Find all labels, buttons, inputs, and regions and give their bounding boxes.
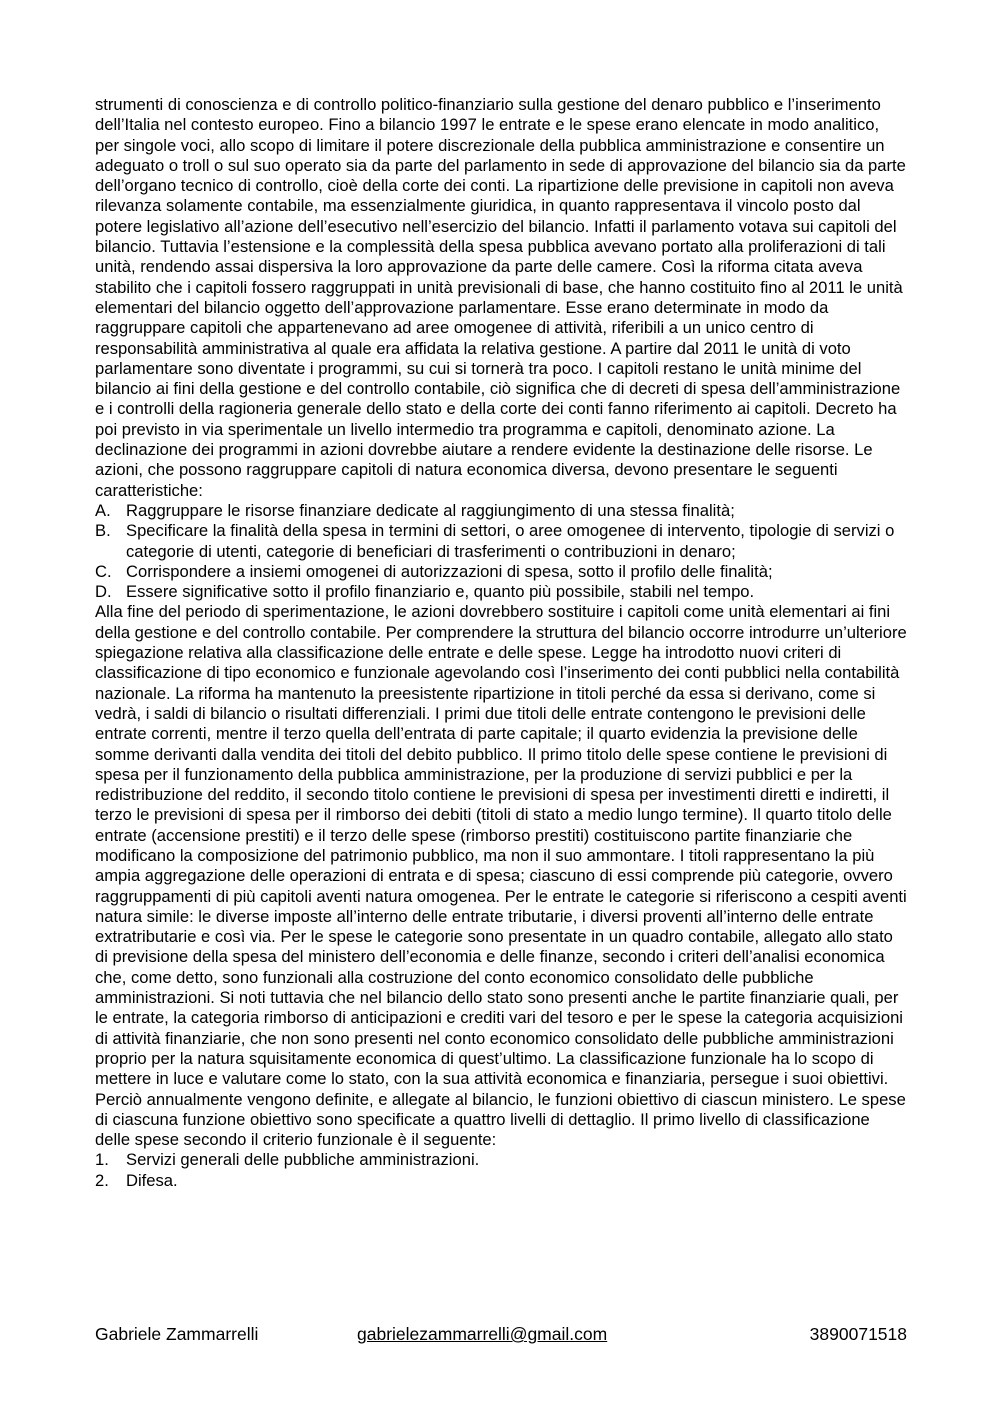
list-marker: C. — [95, 561, 112, 581]
list-item — [95, 521, 907, 562]
list-item-text: Raggruppare le risorse finanziare dedicate al raggiungimento di una stessa finalità; — [126, 500, 735, 520]
list-item — [95, 1150, 907, 1170]
list-item — [95, 582, 907, 602]
list-item-text: Specificare la finalità della spesa in termini di settori, o aree omogenee di intervento, tipologie di servizi o categorie di utenti, categorie di beneficiari di trasferimenti o contribuzioni in denaro; — [126, 521, 895, 561]
list-item-text: Servizi generali delle pubbliche amministrazioni. — [126, 1150, 480, 1170]
list-marker: B. — [95, 521, 111, 541]
footer-email-link[interactable]: gabrielezammarrelli@gmail.com — [357, 1324, 608, 1344]
list-marker: 2. — [95, 1170, 109, 1190]
paragraph: Alla fine del periodo di sperimentazione, le azioni dovrebbero sostituire i capitoli come unità elementari ai fini della gestione e del controllo contabile. Per comprendere la struttura del bilancio occorre introdurre un’ulteriore spiegazione relativa alla classificazione delle entrate e delle spese. Legge ha introdotto nuovi criteri di classificazione di tipo economico e funzionale agevolando così l’inserimento dei conti pubblici nella contabilità nazionale. La riforma ha mantenuto la preesistente ripartizione in titoli perché da essa si derivano, come si vedrà, i saldi di bilancio o risultati differenziali. I primi due titoli delle entrate contengono le previsioni delle entrate correnti, mentre il terzo quella dell’entrata di parte capitale; il quarto evidenzia la previsione delle somme derivanti dalla vendita dei titoli del debito pubblico. Il primo titolo delle spese contiene le previsioni di spesa per il funzionamento della pubblica amministrazione, per la produzione di servizi pubblici e per la redistribuzione del reddito, il secondo titolo contiene le previsioni di spesa per investimenti diretti e indiretti, il terzo le previsioni di spesa per il rimborso dei debiti (titoli di stato a medio lungo termine). Il quarto titolo delle entrate (accensione prestiti) e il terzo delle spese (rimborso prestiti) costituiscono partite finanziarie che modificano la composizione del patrimonio pubblico, ma non il suo ammontare. I titoli rappresentano la più ampia aggregazione delle operazioni di entrata e di spesa; ciascuno di essi comprende più categorie, ovvero raggruppamenti di più capitoli aventi natura omogenea. Per le entrate le categorie si riferiscono a cespiti aventi natura simile: le diverse imposte all’interno delle entrate tributarie, i diversi proventi all’interno delle entrate extratributarie e così via. Per le spese le categorie sono presentate in un quadro contabile, allegato allo stato di previsione della spesa del ministero dell’economia e delle finanze, secondo i criteri dell’analisi economica che, come detto, sono funzionali alla costruzione del conto economico consolidato delle pubbliche amministrazioni. Si noti tuttavia che nel bilancio dello stato sono presenti anche le partite finanziarie quali, per le entrate, la categoria rimborso di anticipazioni e crediti vari del tesoro e per le spese la categoria acquisizioni di attività finanziarie, che non sono presenti nel conto economico consolidato delle pubbliche amministrazioni proprio per la natura squisitamente economica di quest’ultimo. La classificazione funzionale ha lo scopo di mettere in luce e valutare come lo stato, con la sua attività economica e finanziaria, persegue i suoi obiettivi. Perciò annualmente vengono definite, e allegate al bilancio, le funzioni obiettivo di ciascun ministero. Le spese di ciascuna funzione obiettivo sono specificate a quattro livelli di dettaglio. Il primo livello di classificazione delle spese secondo il criterio funzionale è il seguente: — [95, 602, 907, 1150]
page-footer — [95, 1322, 907, 1346]
list-item-text: Corrispondere a insiemi omogenei di autorizzazioni di spesa, sotto il profilo delle finalità; — [126, 561, 773, 581]
lettered-list — [95, 501, 907, 602]
list-item — [95, 1171, 907, 1191]
paragraph: strumenti di conoscienza e di controllo politico-finanziario sulla gestione del denaro pubblico e l’inserimento dell’Italia nel contesto europeo. Fino a bilancio 1997 le entrate e le spese erano elencate in modo analitico, per singole voci, allo scopo di limitare il potere discrezionale della pubblica amministrazione e consentire un adeguato o troll o sul suo operato sia da parte del parlamento in sede di approvazione del bilancio sia da parte dell’organo tecnico di controllo, cioè della corte dei conti. La ripartizione delle previsione in capitoli non aveva rilevanza solamente contabile, ma essenzialmente giuridica, in quanto rappresentava il vincolo posto dal potere legislativo all’azione dell’esecutivo nell’esercizio del bilancio. Infatti il parlamento votava sui capitoli del bilancio. Tuttavia l’estensione e la complessità della spesa pubblica avevano portato alla proliferazioni di tali unità, rendendo assai dispersiva la loro approvazione da parte delle camere. Così la riforma citata aveva stabilito che i capitoli fossero raggruppati in unità previsionali di base, che hanno costituito fino al 2011 le unità elementari del bilancio oggetto dell’approvazione parlamentare. Esse erano determinate in modo da raggruppare capitoli che appartenevano ad aree omogenee di attività, riferibili a un unico centro di responsabilità amministrativa al quale era affidata la relativa gestione. A partire dal 2011 le unità di voto parlamentare sono diventate i programmi, su cui si tornerà tra poco. I capitoli restano le unità minime del bilancio ai fini della gestione e del controllo contabile, ciò significa che di decreti di spesa dell’amministrazione e i controlli della ragioneria generale dello stato e della corte dei conti fanno riferimento ai capitoli. Decreto ha poi previsto in via sperimentale un livello intermedio tra programma e capitoli, denominato azione. La declinazione dei programmi in azioni dovrebbe aiutare a rendere evidente la destinazione delle risorse. Le azioni, che possono raggruppare capitoli di natura economica diversa, devono presentare le seguenti caratteristiche: — [95, 95, 906, 500]
list-item — [95, 501, 907, 521]
numbered-list — [95, 1150, 907, 1191]
list-marker: 1. — [95, 1150, 109, 1170]
footer-phone: 3890071518 — [809, 1324, 907, 1344]
footer-author: Gabriele Zammarrelli — [95, 1324, 259, 1344]
list-item — [95, 562, 907, 582]
list-marker: D. — [95, 582, 112, 602]
list-marker: A. — [95, 500, 111, 520]
document-body — [95, 95, 907, 1191]
list-item-text: Difesa. — [126, 1170, 178, 1190]
list-item-text: Essere significative sotto il profilo finanziario e, quanto più possibile, stabili nel tempo. — [126, 582, 755, 602]
